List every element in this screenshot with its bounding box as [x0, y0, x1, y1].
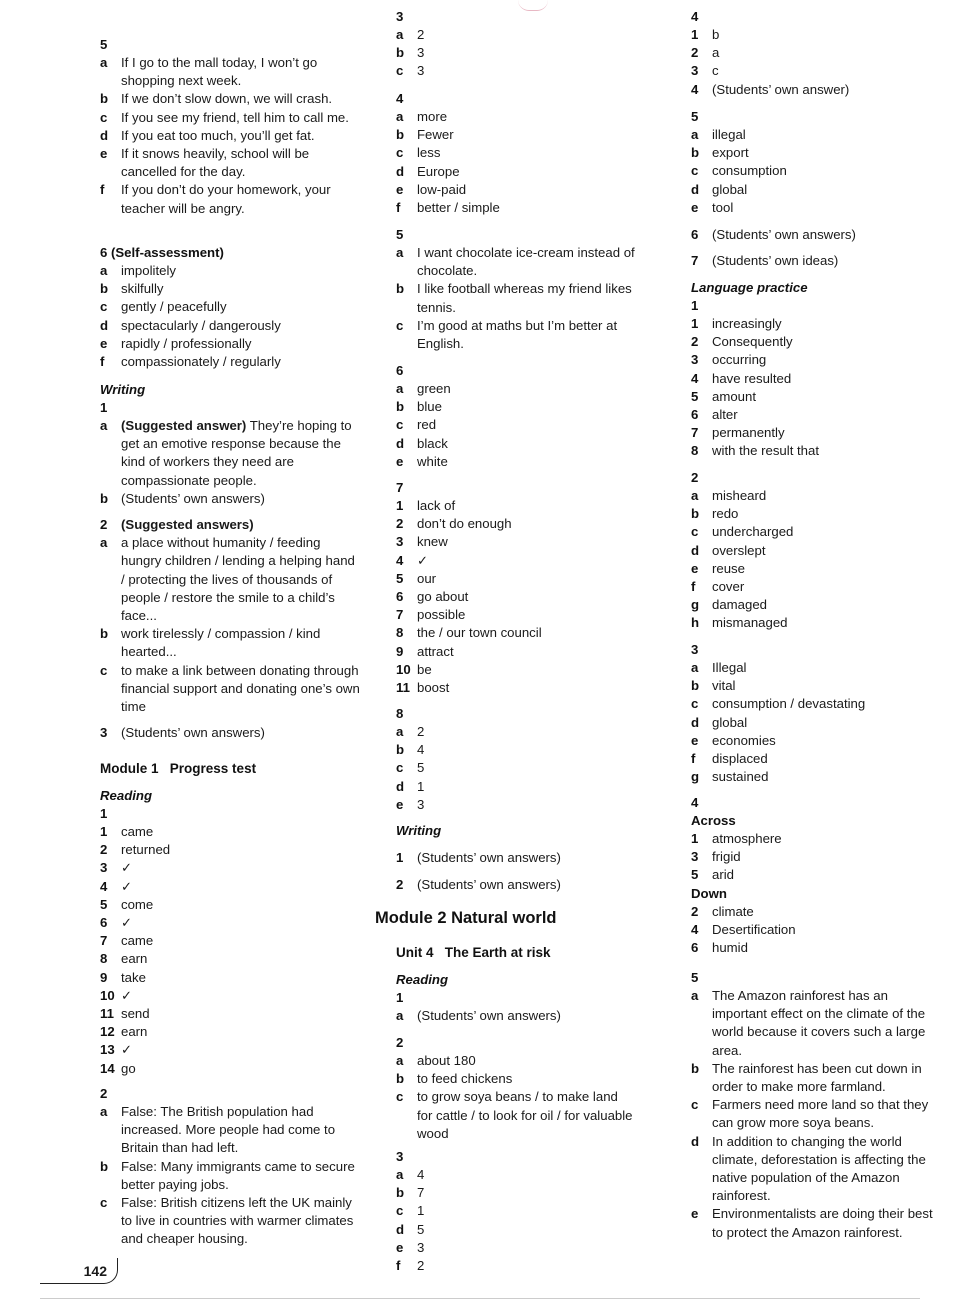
- answer-item: h mismanaged: [691, 615, 788, 631]
- answer-item: b redo: [691, 506, 739, 522]
- answer-item: d If you eat too much, you’ll get fat.: [100, 127, 315, 143]
- exercise-7-block: [396, 479, 666, 697]
- answer-item: a more: [396, 109, 448, 124]
- exercise-label: 7: [396, 480, 404, 495]
- answer-item: d In addition to changing the world climate, deforestation is affecting the native population of the Amazon rainforest.: [691, 1133, 926, 1204]
- answer-item: d black: [396, 435, 448, 451]
- answer-item: b to feed chickens: [396, 1071, 513, 1087]
- answer-item: 3 ✓: [100, 860, 133, 876]
- answer-item: d spectacularly / dangerously: [100, 317, 281, 333]
- answer-item: d Europe: [396, 163, 460, 179]
- answer-item: c consumption / devastating: [691, 696, 866, 712]
- answer-item: 14 go: [100, 1060, 136, 1076]
- answer-item: a I want chocolate ice-cream instead of chocolate.: [396, 245, 635, 279]
- exercise-label: 4: [691, 795, 699, 810]
- answer-item: 2 don’t do enough: [396, 516, 512, 532]
- exercise-5-block: [691, 108, 951, 217]
- answer-item: b If we don’t slow down, we will crash.: [100, 91, 333, 107]
- exercise-label: 5: [396, 227, 404, 242]
- answer-item: 7 permanently: [691, 425, 785, 441]
- exercise-label: 1: [396, 990, 404, 1005]
- answer-item: a 2: [396, 724, 425, 739]
- answer-item: 6 ✓: [100, 915, 133, 931]
- answer-item: c to grow soya beans / to make land for cattle / to look for oil / for valuable wood: [396, 1089, 633, 1141]
- reading-2-block: [100, 1085, 362, 1249]
- exercise-label: 3: [396, 9, 404, 24]
- answer-item: a 2: [396, 27, 425, 42]
- answer-item: 2 (Students’ own answers): [396, 877, 561, 893]
- language-practice-block: [691, 279, 951, 461]
- crossword-down-label: Down: [691, 885, 727, 901]
- exercise-label: 5: [100, 37, 108, 52]
- writing-2-block: [100, 516, 362, 716]
- answer-item: a Illegal: [691, 660, 747, 675]
- exercise-3-block: [396, 8, 666, 81]
- answer-item: d global: [691, 714, 748, 730]
- answer-item: 3 c: [691, 63, 719, 79]
- answer-item: c 3: [396, 63, 425, 79]
- exercise-label: 3: [396, 1149, 404, 1164]
- answer-item: f 2: [396, 1258, 425, 1274]
- exercise-label: 4: [691, 9, 699, 24]
- answer-item: a misheard: [691, 488, 767, 503]
- reading-2-block: [396, 1034, 666, 1143]
- language-practice-3-block: [691, 641, 951, 786]
- answer-item: d 1: [396, 778, 425, 794]
- exercise-6-block: [396, 362, 666, 471]
- answer-item: 9 take: [100, 969, 146, 985]
- answer-item: f If you don’t do your homework, your teacher will be angry.: [100, 182, 331, 216]
- answer-item: b blue: [396, 399, 442, 415]
- answer-item: c red: [396, 417, 437, 433]
- exercise-6-block: [100, 244, 362, 371]
- answer-item: 8 the / our town council: [396, 625, 542, 641]
- answer-item: 2 returned: [100, 842, 171, 858]
- section-heading-reading: Reading: [396, 972, 449, 987]
- answer-item: e 3: [396, 1239, 425, 1255]
- section-heading-reading: Reading: [100, 788, 153, 803]
- answer-item: e If it snows heavily, school will be cancelled for the day.: [100, 146, 310, 180]
- answer-item: 10 ✓: [100, 987, 133, 1003]
- answer-item: 1 atmosphere: [691, 831, 782, 846]
- answer-item: b vital: [691, 678, 736, 694]
- exercise-5-block: [100, 36, 362, 218]
- answer-item: c to make a link between donating through financial support and donating one’s own time: [100, 662, 360, 715]
- language-practice-2-block: [691, 469, 951, 633]
- answer-item: d overslept: [691, 542, 766, 558]
- answer-item: b skilfully: [100, 281, 164, 297]
- exercise-label: 2: [100, 1086, 108, 1101]
- exercise-4-block: [396, 90, 666, 217]
- answer-item: 13 ✓: [100, 1042, 133, 1058]
- answer-item: 1 lack of: [396, 498, 456, 513]
- answer-item: c I’m good at maths but I’m better at English.: [396, 317, 618, 352]
- exercise-8-block: [396, 705, 666, 814]
- answer-item: b 3: [396, 45, 425, 61]
- language-practice-4-block: [691, 794, 951, 957]
- answer-item: 7 (Students’ own ideas): [691, 253, 839, 268]
- answer-item: 6 humid: [691, 940, 748, 956]
- answer-item: d global: [691, 181, 748, 197]
- answer-item: 3 knew: [396, 534, 448, 550]
- answer-item: 4 ✓: [396, 552, 429, 568]
- exercise-label: 2: [691, 470, 699, 485]
- answer-item: 6 alter: [691, 407, 738, 423]
- answer-item: e 3: [396, 796, 425, 812]
- answer-item: b export: [691, 145, 749, 161]
- answer-item: e rapidly / professionally: [100, 335, 252, 351]
- answer-item: e low-paid: [396, 181, 467, 197]
- answer-item: a illegal: [691, 127, 746, 142]
- exercise-label: 2: [396, 1035, 404, 1050]
- answer-item: 1 b: [691, 27, 720, 42]
- answer-item: a (Students’ own answers): [396, 1008, 561, 1023]
- answer-item: 12 earn: [100, 1024, 148, 1040]
- answer-item: c undercharged: [691, 524, 794, 540]
- answer-item: 2 climate: [691, 903, 754, 919]
- unit-title: Unit 4 The Earth at risk: [396, 945, 551, 960]
- answer-item: a If I go to the mall today, I won’t go shopping next week.: [100, 55, 318, 89]
- answer-item: 5 arid: [691, 867, 734, 883]
- answer-item: e reuse: [691, 560, 745, 576]
- answer-item: g damaged: [691, 597, 767, 613]
- answer-item: b I like football whereas my friend likes tennis.: [396, 281, 632, 315]
- answer-item: e white: [396, 453, 448, 469]
- answer-item: b (Students’ own answers): [100, 490, 265, 506]
- exercise-label: 1: [100, 806, 108, 821]
- unit-4-block: [396, 944, 666, 962]
- answer-item: 9 attract: [396, 643, 454, 659]
- answer-item: 3 (Students’ own answers): [100, 725, 265, 740]
- reading-block: [396, 971, 666, 1025]
- exercise-4-block: [691, 8, 951, 99]
- answer-item: d 5: [396, 1221, 425, 1237]
- answer-item: 8 with the result that: [691, 443, 820, 459]
- answer-item: 6 go about: [396, 589, 469, 605]
- exercise-5-block: [396, 226, 666, 353]
- answer-item: 7 came: [100, 933, 154, 949]
- section-heading-language-practice: Language practice: [691, 280, 808, 295]
- answer-item: 5 come: [100, 896, 154, 912]
- answer-item: 5 our: [396, 570, 437, 586]
- answer-item: 5 amount: [691, 388, 756, 404]
- answer-item: 3 frigid: [691, 849, 741, 865]
- answer-item: 2 Consequently: [691, 334, 793, 350]
- answer-item: 1 came: [100, 824, 154, 839]
- section-title: Module 1 Progress test: [100, 761, 257, 776]
- answer-item: g sustained: [691, 769, 769, 785]
- answer-item: c 5: [396, 760, 425, 776]
- answer-item: b The rainforest has been cut down in order to make more farmland.: [691, 1060, 922, 1095]
- answer-item: 4 (Students’ own answer): [691, 81, 850, 97]
- exercise-label: 6: [396, 363, 404, 378]
- answer-item: a The Amazon rainforest has an important effect on the climate of the world because it covers such a large area.: [691, 988, 926, 1058]
- exercise-label: 5: [691, 109, 699, 124]
- answer-item: a impolitely: [100, 263, 176, 278]
- answer-item: a (Suggested answer) They’re hoping to get an emotive response because the kind of workers they need are compassionate people.: [100, 418, 352, 488]
- answer-item: b 7: [396, 1185, 425, 1201]
- answer-item: c False: British citizens left the UK mainly to live in countries with warmer climates and cheaper housing.: [100, 1195, 354, 1247]
- writing-block: [396, 822, 666, 894]
- answer-item: 3 occurring: [691, 352, 767, 368]
- answer-item: c less: [396, 145, 441, 161]
- answer-item: f compassionately / regularly: [100, 354, 281, 370]
- answer-item: 4 have resulted: [691, 370, 792, 386]
- answer-item: 1 increasingly: [691, 316, 782, 331]
- answer-item: b Fewer: [396, 127, 454, 143]
- exercise-label: 5: [691, 970, 699, 985]
- exercise-label: 1: [691, 298, 699, 313]
- answer-item: a 4: [396, 1167, 425, 1182]
- answer-item: f cover: [691, 579, 745, 595]
- answer-item: e economies: [691, 732, 776, 748]
- page-number: 142: [40, 1258, 118, 1284]
- answer-item: e tool: [691, 199, 734, 215]
- exercise-6-block: [691, 226, 951, 244]
- language-practice-5-block: [691, 969, 945, 1242]
- answer-item: 11 send: [100, 1006, 150, 1022]
- exercise-label: 6 (Self-assessment): [100, 245, 224, 260]
- answer-item: 7 possible: [396, 607, 466, 623]
- writing-block: [100, 381, 362, 508]
- module-2-title-block: [375, 907, 675, 929]
- exercise-label: 2 (Suggested answers): [100, 517, 254, 532]
- answer-item: a False: The British population had increased. More people had come to Britain than had left.: [100, 1104, 336, 1156]
- exercise-label: 3: [691, 642, 699, 657]
- answer-item: c Farmers need more land so that they can grow more soya beans.: [691, 1097, 929, 1131]
- exercise-label: 4: [396, 91, 404, 106]
- module-title: Module 2 Natural world: [375, 909, 557, 927]
- answer-item: f displaced: [691, 751, 768, 767]
- exercise-label: 1: [100, 400, 108, 415]
- answer-item: e Environmentalists are doing their best to protect the Amazon rainforest.: [691, 1206, 933, 1240]
- section-heading-writing: Writing: [100, 382, 146, 397]
- answer-item: a about 180: [396, 1053, 476, 1068]
- answer-item: c 1: [396, 1203, 425, 1219]
- module-1-progress-test: [100, 760, 362, 778]
- footer-divider: [40, 1298, 920, 1299]
- writing-3-block: [100, 724, 362, 742]
- exercise-7-block: [691, 252, 951, 270]
- answer-item: 10 be: [396, 661, 432, 677]
- answer-item: b False: Many immigrants came to secure better paying jobs.: [100, 1158, 355, 1192]
- crossword-across-label: Across: [691, 813, 736, 828]
- answer-item: c gently / peacefully: [100, 299, 227, 315]
- answer-item: 2 a: [691, 45, 720, 61]
- answer-item: a a place without humanity / feeding hungry children / lending a helping hand / protecting the lives of thousands of people / restore the smile to a child’s face...: [100, 535, 355, 624]
- section-heading-writing: Writing: [396, 823, 442, 838]
- answer-item: 11 boost: [396, 680, 450, 696]
- answer-item: 6 (Students’ own answers): [691, 227, 856, 242]
- answer-item: 4 Desertification: [691, 921, 796, 937]
- answer-item: 4 ✓: [100, 878, 133, 894]
- reading-3-block: [396, 1148, 666, 1275]
- answer-item: c consumption: [691, 163, 787, 179]
- exercise-label: 8: [396, 706, 404, 721]
- answer-item: b work tirelessly / compassion / kind hearted...: [100, 626, 321, 660]
- answer-item: c If you see my friend, tell him to call me.: [100, 109, 349, 125]
- answer-item: f better / simple: [396, 200, 500, 216]
- reading-block: [100, 787, 362, 1078]
- answer-item: a green: [396, 381, 451, 396]
- answer-item: 8 earn: [100, 951, 148, 967]
- answer-item: b 4: [396, 742, 425, 758]
- answer-item: 1 (Students’ own answers): [396, 850, 561, 865]
